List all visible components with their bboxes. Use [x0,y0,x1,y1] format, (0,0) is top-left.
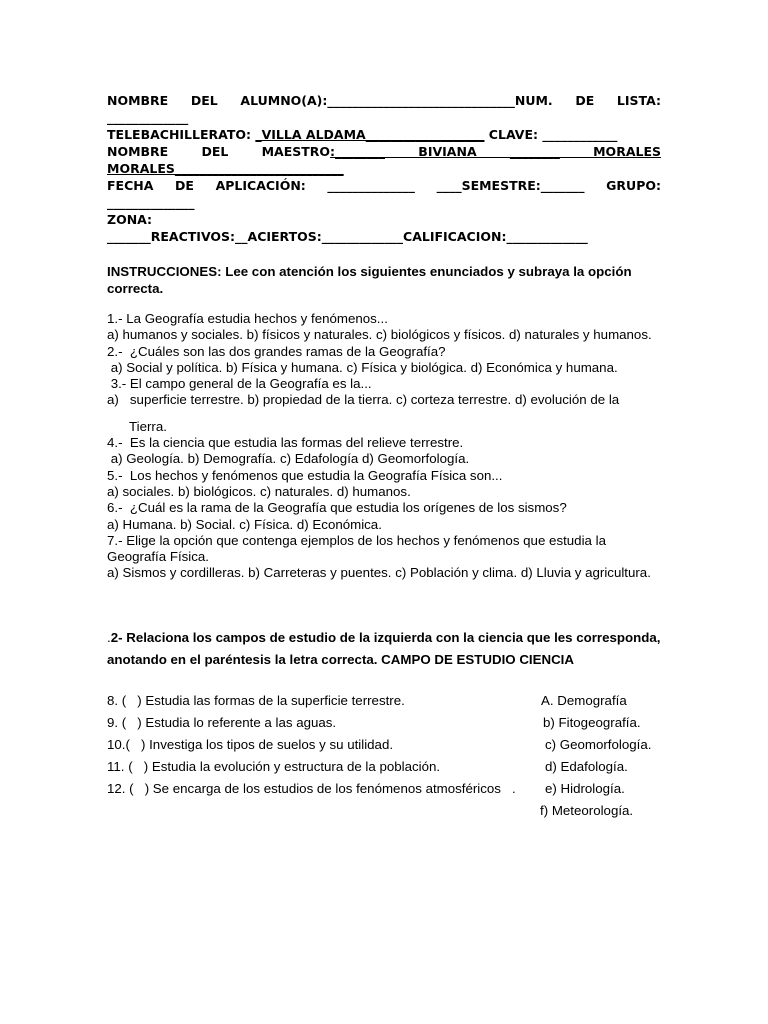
matching-item-8: 8. ( ) Estudia las formas de la superficie terrestre. [107,693,405,708]
matching-item-9: 9. ( ) Estudia lo referente a las aguas. [107,715,337,730]
question-2: 2.- ¿Cuáles son las dos grandes ramas de la Geografía? [107,343,446,359]
matching-row [107,756,667,778]
matching-item-10: 10.( ) Investiga los tipos de suelos y su utilidad. [107,737,394,752]
question-1: 1.- La Geografía estudia hechos y fenómenos... [107,311,388,326]
student-info-header [107,92,661,245]
question-6-options: a) Humana. b) Social. c) Física. d) Económica. [107,516,382,532]
teacher-name: :________ BIVIANA ________ MORALES MORALES___________________________ [107,144,661,176]
matching-row [107,734,667,756]
matching-option-a: A. Demografía [541,693,627,708]
date-semester-group-line: FECHA DE APLICACIÓN: ______________ ____SEMESTRE:_______ GRUPO: ______________ [107,178,661,210]
matching-option-e: e) Hidrología. [545,781,625,796]
question-5-options: a) sociales. b) biológicos. c) naturales. d) humanos. [107,483,411,499]
question-2-options: a) Social y política. b) Física y humana. c) Física y biológica. d) Económica y humana. [107,359,618,375]
matching-row [107,800,667,822]
matching-option-f: f) Meteorología. [540,803,634,818]
matching-option-d: d) Edafología. [545,759,628,774]
section-2-title: 2- Relaciona los campos de estudio de la izquierda con la ciencia que les corresponda, anotando en el paréntesis la letra correcta. CAMPO DE ESTUDIO CIENCIA [107,630,661,667]
question-4-options: a) Geología. b) Demografía. c) Edafología d) Geomorfología. [107,451,470,467]
matching-row [107,778,667,800]
question-3: 3.- El campo general de la Geografía es la... [107,376,372,392]
matching-item-11: 11. ( ) Estudia la evolución y estructura de la población. [107,759,441,774]
school-label: TELEBACHILLERATO: [107,127,256,142]
matching-option-c: c) Geomorfología. [545,737,652,752]
questions-section [107,311,667,582]
question-1-options: a) humanos y sociales. b) físicos y naturales. c) biológicos y físicos. d) naturales y humanos. [107,327,652,343]
question-7: 7.- Elige la opción que contenga ejemplos de los hechos y fenómenos que estudia la Geografía Física. [107,532,606,565]
section-2-instructions [107,627,663,671]
question-5: 5.- Los hechos y fenómenos que estudia la Geografía Física son... [107,467,503,483]
question-7-options: a) Sismos y cordilleras. b) Carreteras y puentes. c) Población y clima. d) Lluvia y agricultura. [107,565,651,581]
school-name: _VILLA ALDAMA___________________ [255,127,485,142]
matching-section [107,690,667,822]
school-line [107,126,661,143]
score-line: _______REACTIVOS:__ACIERTOS:_____________CALIFICACION:_____________ [107,229,588,244]
zone-line: ZONA: [107,212,153,227]
question-6: 6.- ¿Cuál es la rama de la Geografía que estudia los orígenes de los sismos? [107,500,567,516]
section-2-prefix: . [107,630,111,645]
question-3-options-continued: Tierra. [129,418,167,434]
matching-row [107,690,667,712]
teacher-label: NOMBRE DEL MAESTRO [107,144,331,159]
school-code: CLAVE: ____________ [484,127,618,142]
teacher-line [107,143,661,177]
matching-option-b: b) Fitogeografía. [543,715,641,730]
instructions: INSTRUCCIONES: Lee con atención los siguientes enunciados y subraya la opción correcta. [107,264,632,296]
matching-item-12: 12. ( ) Se encarga de los estudios de los fenómenos atmosféricos . [107,781,516,796]
question-3-options: a) superficie terrestre. b) propiedad de la tierra. c) corteza terrestre. d) evolución de la [107,392,620,408]
matching-row [107,712,667,734]
student-name-line: NOMBRE DEL ALUMNO(A):______________________________NUM. DE LISTA: _____________ [107,93,661,125]
question-4: 4.- Es la ciencia que estudia las formas del relieve terrestre. [107,435,464,451]
